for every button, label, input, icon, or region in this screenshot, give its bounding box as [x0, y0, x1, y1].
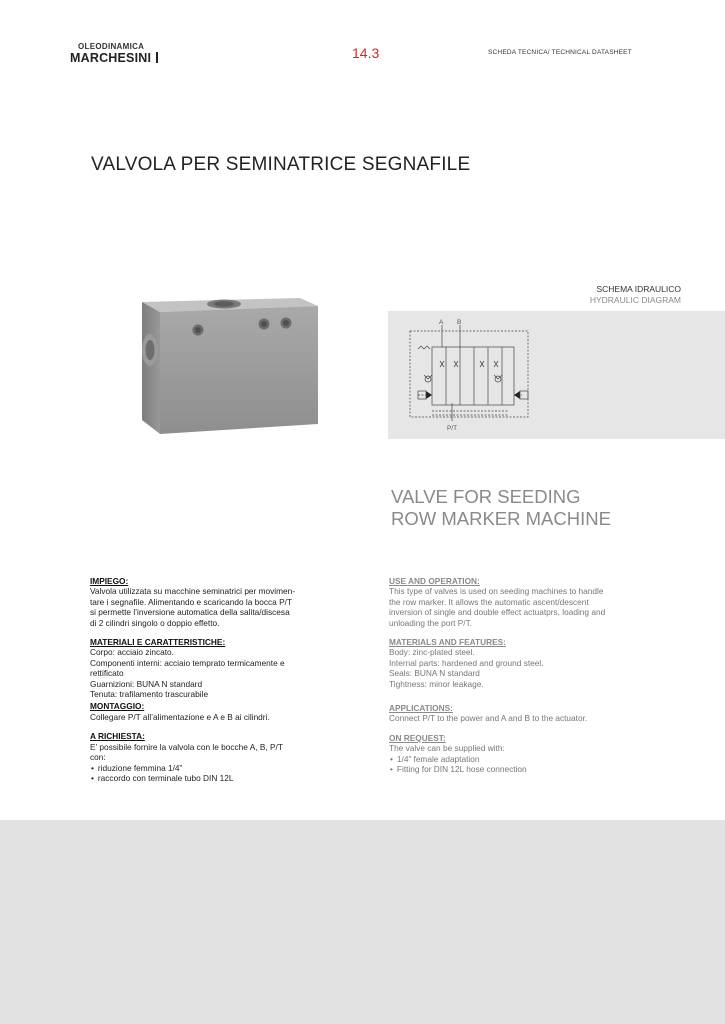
diagram-label-english: HYDRAULIC DIAGRAM	[589, 295, 681, 305]
page-title-english	[391, 486, 611, 530]
materiali-line: rettificato	[90, 668, 124, 679]
materiali-line: Componenti interni: acciaio temprato termicamente e	[90, 657, 285, 668]
port-pt-label: P/T	[447, 425, 458, 432]
richiesta-list	[90, 763, 370, 784]
italian-column	[90, 576, 370, 783]
materials-line: Body: zinc-plated steel.	[389, 647, 475, 658]
list-item: • raccordo con terminale tubo DIN 12L	[90, 773, 370, 783]
impiego-line: si permette l’inversione automatica della salita/discesa	[90, 607, 290, 618]
impiego-heading: IMPIEGO:	[90, 576, 129, 586]
materiali-heading: MATERIALI E CARATTERISTICHE:	[90, 637, 226, 648]
datasheet-label: SCHEDA TECNICA/ TECHNICAL DATASHEET	[488, 49, 632, 56]
materials-line: Internal parts: hardened and ground steel.	[389, 657, 544, 668]
footer-band	[0, 820, 725, 1024]
page-title-italian: VALVOLA PER SEMINATRICE SEGNAFILE	[91, 154, 471, 175]
port-a-label: A	[439, 319, 444, 326]
valve-product-image	[130, 292, 330, 442]
materiali-line: Guarnizioni: BUNA N standard	[90, 678, 203, 689]
impiego-line: tare i segnafile. Alimentando e scaricando la bocca P/T	[90, 596, 293, 607]
use-line: unloading the port P/T.	[389, 617, 473, 628]
use-line: This type of valves is used on seeding machines to handle	[389, 586, 604, 597]
request-text: The valve can be supplied with:	[389, 743, 505, 754]
impiego-line: Valvola utilizzata su macchine seminatrici per movimen-	[90, 586, 296, 597]
impiego-line: di 2 cilindri singolo o doppio effetto.	[90, 617, 220, 628]
diagram-label-italian: SCHEMA IDRAULICO	[596, 284, 681, 294]
use-line: inversion of single and double effect actuatprs, loading and	[389, 607, 606, 618]
logo-subtitle: OLEODINAMICA	[78, 42, 145, 51]
richiesta-heading: A RICHIESTA:	[90, 731, 145, 742]
list-item: • 1/4” female adaptation	[389, 754, 669, 764]
english-column	[389, 576, 669, 775]
page-number: 14.3	[352, 45, 380, 61]
applications-heading: APPLICATIONS:	[389, 703, 453, 714]
applications-text: Connect P/T to the power and A and B to the actuator.	[389, 713, 588, 724]
montaggio-text: Collegare P/T all’alimentazione e A e B ai cilindri.	[90, 711, 270, 722]
use-line: the row marker. It allows the automatic ascent/descent	[389, 596, 589, 607]
list-item: • Fitting for DIN 12L hose connection	[389, 764, 669, 774]
request-list	[389, 754, 669, 775]
logo-brand: MARCHESINI	[70, 51, 152, 65]
request-heading: ON REQUEST:	[389, 732, 446, 743]
richiesta-line: con:	[90, 752, 106, 763]
materials-heading: MATERIALS AND FEATURES:	[389, 637, 506, 648]
title-en-line2: ROW MARKER MACHINE	[391, 508, 611, 529]
montaggio-heading: MONTAGGIO:	[90, 701, 145, 712]
hydraulic-diagram	[388, 311, 725, 439]
richiesta-line: E’ possibile fornire la valvola con le bocche A, B, P/T	[90, 741, 283, 752]
logo-bar	[156, 52, 158, 63]
list-item: • riduzione femmina 1/4”	[90, 763, 370, 773]
port-b-label: B	[457, 319, 462, 326]
materials-line: Tightness: minor leakage.	[389, 678, 484, 689]
title-en-line1: VALVE FOR SEEDING	[391, 486, 581, 507]
materiali-line: Tenuta: trafilamento trascurabile	[90, 689, 209, 700]
materials-line: Seals: BUNA N standard	[389, 668, 480, 679]
materiali-line: Corpo: acciaio zincato.	[90, 647, 174, 658]
use-heading: USE AND OPERATION:	[389, 576, 480, 586]
